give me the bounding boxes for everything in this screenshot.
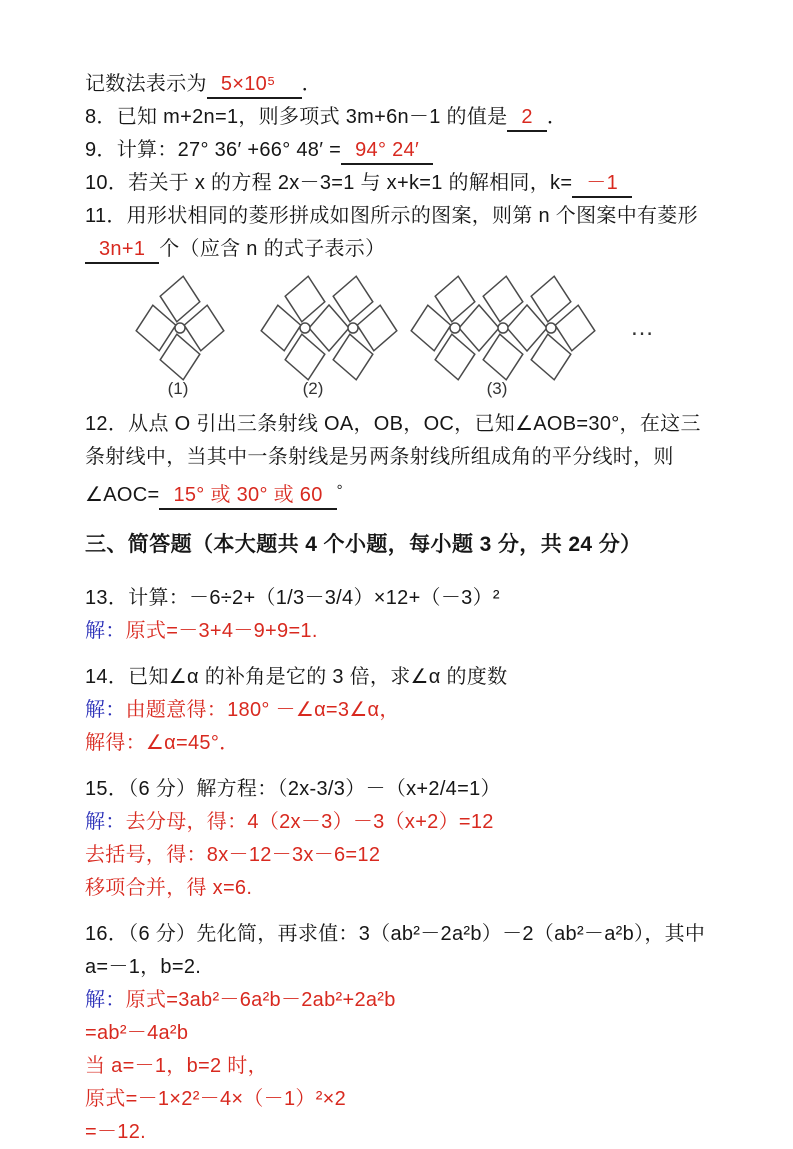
rhombus	[480, 273, 526, 324]
question-14-solution	[85, 694, 715, 727]
rhombus	[157, 273, 203, 324]
question-7-text: 记数法表示为	[85, 73, 207, 95]
question-10-answer: －1	[572, 170, 632, 198]
solution-label: 解：	[85, 989, 126, 1011]
rhombus	[480, 331, 526, 382]
solution-label: 解：	[85, 620, 126, 642]
rhombus	[432, 273, 478, 324]
question-16: 16．（6 分）先化简，再求值：3（ab²－2a²b）－2（ab²－a²b），其中 a=－1，b=2.	[85, 923, 706, 978]
rhombus	[408, 302, 454, 353]
question-9-text: 9．计算：27° 36′ +66° 48′ =	[85, 139, 342, 161]
question-12-text: 12．从点 O 引出三条射线 OA，OB，OC，已知∠AOB=30°，在这三条射线中，当其中一条射线是另两条射线所组成角的平分线时，则∠AOC=	[85, 413, 701, 506]
pinwheel-circle	[450, 323, 460, 333]
rhombus	[528, 331, 574, 382]
question-11	[85, 200, 715, 266]
question-9	[85, 134, 715, 167]
section-3-title: 三、简答题（本大题共 4 个小题，每小题 3 分，共 24 分）	[85, 533, 642, 556]
question-16-solution	[85, 984, 715, 1017]
pinwheel-circle	[175, 323, 185, 333]
question-13-solution-line-1: 原式=－3+4－9+9=1.	[125, 620, 318, 642]
rhombus	[282, 273, 328, 324]
question-7-tail	[85, 68, 715, 101]
question-12-answer: 15° 或 30° 或 60	[159, 482, 336, 510]
question-8	[85, 101, 715, 134]
question-16-solution-line-2: =ab²－4a²b	[85, 1022, 189, 1044]
question-16-solution-line-3: 当 a=－1，b=2 时，	[85, 1055, 268, 1077]
question-8-answer: 2	[507, 104, 546, 132]
pinwheel-circle	[300, 323, 310, 333]
question-16-solution-line-5: =－12.	[85, 1121, 146, 1143]
rhombus-pattern-figure	[85, 270, 715, 402]
question-7-answer: 5×10⁵	[207, 71, 302, 99]
rhombus	[282, 331, 328, 382]
question-8-period: ．	[546, 106, 568, 128]
rhombus	[133, 302, 179, 353]
solution-label: 解：	[85, 699, 126, 721]
question-16-solution-line-4: 原式=－1×2²－4×（－1）²×2	[85, 1088, 347, 1110]
question-13-solution	[85, 615, 715, 648]
question-11-answer: 3n+1	[85, 236, 159, 264]
pattern-1	[133, 273, 227, 398]
pinwheel-circle	[546, 323, 556, 333]
rhombus	[330, 273, 376, 324]
question-16-solution-line-1: 原式=3ab²－6a²b－2ab²+2a²b	[125, 989, 396, 1011]
rhombus	[552, 302, 598, 353]
rhombus	[258, 302, 304, 353]
question-15-solution-line-2: 去括号，得：8x－12－3x－6=12	[85, 844, 381, 866]
pinwheel-circle	[348, 323, 358, 333]
question-15-solution-line-1: 去分母，得：4（2x－3）－3（x+2）=12	[125, 811, 494, 833]
pattern-label: (1)	[167, 379, 189, 398]
rhombus	[330, 331, 376, 382]
question-10-text: 10．若关于 x 的方程 2x－3=1 与 x+k=1 的解相同，k=	[85, 172, 573, 194]
rhombus	[181, 302, 227, 353]
question-14-solution-line-2: 解得：∠α=45°．	[85, 732, 240, 754]
ellipsis: …	[630, 314, 654, 341]
question-11-text: 11．用形状相同的菱形拼成如图所示的图案，则第 n 个图案中有菱形	[85, 205, 698, 227]
question-15-solution	[85, 806, 715, 839]
rhombus	[432, 331, 478, 382]
question-8-text: 8．已知 m+2n=1，则多项式 3m+6n－1 的值是	[85, 106, 508, 128]
rhombus	[354, 302, 400, 353]
question-11-text-after: 个（应含 n 的式子表示）	[159, 238, 386, 260]
question-15-solution-line-3: 移项合并，得 x=6.	[85, 877, 253, 899]
pattern-label: (2)	[302, 379, 324, 398]
pattern-label: (3)	[486, 379, 508, 398]
question-12	[85, 408, 715, 512]
rhombus-pattern-svg	[85, 270, 715, 402]
question-14: 14．已知∠α 的补角是它的 3 倍，求∠α 的度数	[85, 666, 508, 688]
rhombus	[157, 331, 203, 382]
pinwheel-circle	[498, 323, 508, 333]
question-15: 15．（6 分）解方程：（2x-3/3）－（x+2/4=1）	[85, 778, 501, 800]
question-10	[85, 167, 715, 200]
question-13: 13．计算：－6÷2+（1/3－3/4）×12+（－3）²	[85, 587, 500, 609]
pattern-2	[258, 273, 400, 398]
question-12-degree-sign: °	[336, 482, 343, 499]
pattern-3	[408, 273, 598, 398]
question-7-period: ．	[301, 73, 322, 95]
rhombus	[528, 273, 574, 324]
question-14-solution-line-1: 由题意得：180° －∠α=3∠α，	[125, 699, 400, 721]
question-9-answer: 94° 24′	[341, 137, 433, 165]
solution-label: 解：	[85, 811, 126, 833]
